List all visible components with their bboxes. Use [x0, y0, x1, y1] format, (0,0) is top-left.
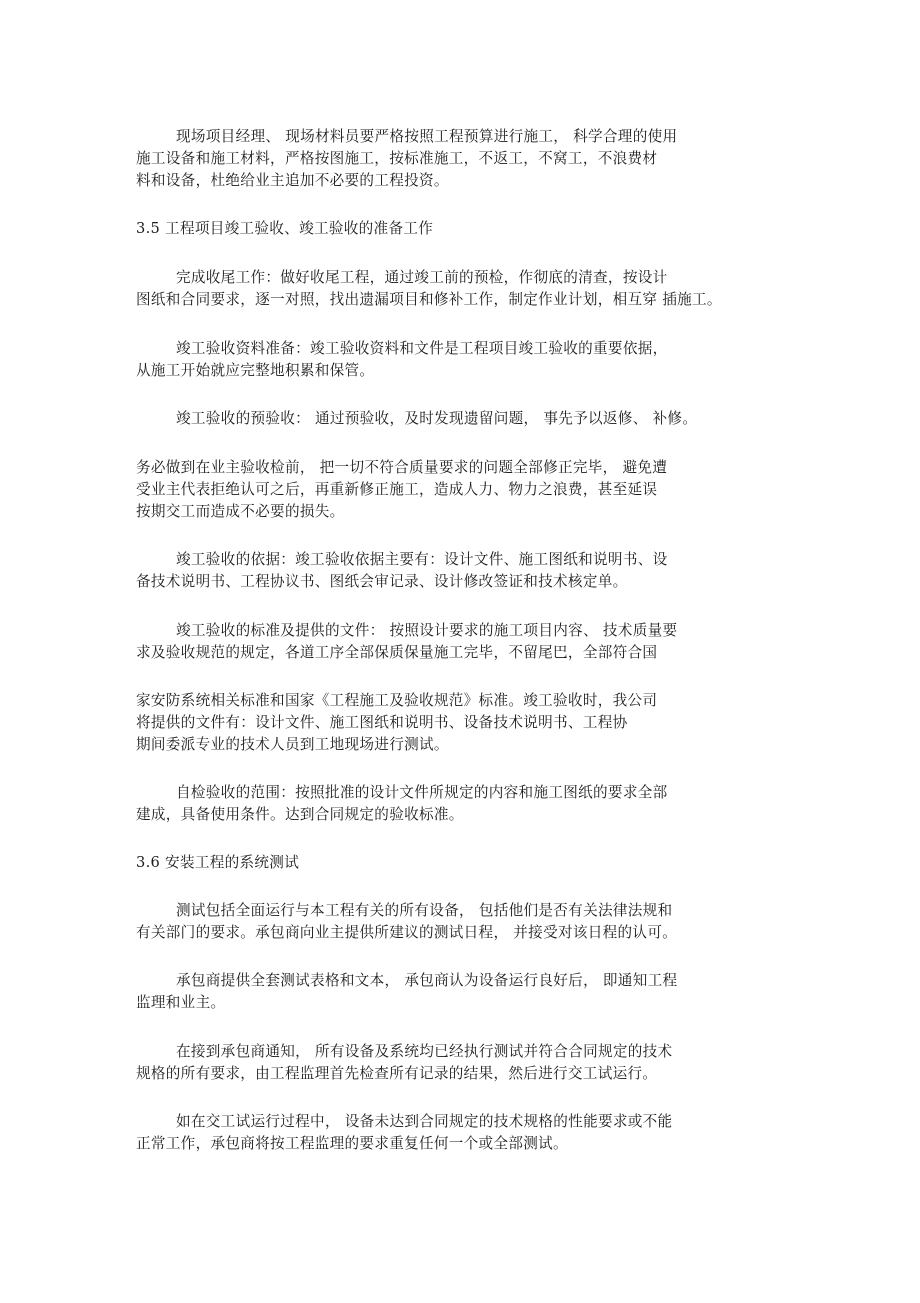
text-line: 求及验收规范的规定，各道工序全部保质保量施工完毕，不留尾巴，全部符合国 [136, 644, 658, 661]
text-line: 受业主代表拒绝认可之后，再重新修正施工，造成人力、物力之浪费，甚至延误 [136, 481, 658, 498]
text-line: 竣工验收的依据：竣工验收依据主要有：设计文件、施工图纸和说明书、设 [176, 551, 668, 568]
text-line: 测试包括全面运行与本工程有关的所有设备， 包括他们是否有关法律法规和 [176, 902, 673, 919]
text-line: 建成，具备使用条件。达到合同规定的验收标准。 [136, 806, 464, 823]
text-line: 承包商提供全套测试表格和文本， 承包商认为设备运行良好后， 即通知工程 [176, 972, 678, 989]
text-line: 完成收尾工作：做好收尾工程，通过竣工前的预检，作彻底的清查，按设计 [176, 269, 668, 286]
text-line: 自检验收的范围：按照批准的设计文件所规定的内容和施工图纸的要求全部 [176, 784, 668, 801]
text-line: 规格的所有要求，由工程监理首先检查所有记录的结果，然后进行交工试运行。 [136, 1065, 658, 1082]
text-line: 料和设备，杜绝给业主追加不必要的工程投资。 [136, 172, 449, 189]
text-line: 现场项目经理、 现场材料员要严格按照工程预算进行施工， 科学合理的使用 [176, 128, 678, 145]
text-line: 备技术说明书、工程协议书、图纸会审记录、设计修改签证和技术核定单。 [136, 573, 628, 590]
text-line: 按期交工而造成不必要的损失。 [136, 503, 345, 520]
text-line: 务必做到在业主验收检前， 把一切不符合质量要求的问题全部修正完毕， 避免遭 [136, 459, 668, 476]
text-line: 从施工开始就应完整地积累和保管。 [136, 362, 375, 379]
text-line: 在接到承包商通知， 所有设备及系统均已经执行测试并符合合同规定的技术 [176, 1043, 673, 1060]
text-line: 监理和业主。 [136, 994, 226, 1011]
text-line: 期间委派专业的技术人员到工地现场进行测试。 [136, 736, 449, 753]
section-heading-3-6: 3.6 安装工程的系统测试 [136, 854, 300, 871]
text-line: 竣工验收资料准备：竣工验收资料和文件是工程项目竣工验收的重要依据， [176, 340, 668, 357]
text-line: 图纸和合同要求，逐一对照，找出遗漏项目和修补工作，制定作业计划，相互穿 插施工。 [136, 291, 722, 308]
text-line: 施工设备和施工材料，严格按图施工，按标准施工，不返工，不窝工，不浪费材 [136, 150, 658, 167]
text-line: 有关部门的要求。承包商向业主提供所建议的测试日程， 并接受对该日程的认可。 [136, 924, 678, 941]
text-line: 将提供的文件有：设计文件、施工图纸和说明书、设备技术说明书、工程协 [136, 714, 628, 731]
text-line: 竣工验收的预验收： 通过预验收，及时发现遗留问题， 事先予以返修、 补修。 [176, 410, 698, 427]
text-line: 正常工作，承包商将按工程监理的要求重复任何一个或全部测试。 [136, 1135, 568, 1152]
text-line: 如在交工试运行过程中， 设备未达到合同规定的技术规格的性能要求或不能 [176, 1113, 673, 1130]
text-line: 家安防系统相关标准和国家《工程施工及验收规范》标准。竣工验收时，我公司 [136, 692, 658, 709]
text-line: 竣工验收的标准及提供的文件： 按照设计要求的施工项目内容、 技术质量要 [176, 622, 678, 639]
section-heading-3-5: 3.5 工程项目竣工验收、竣工验收的准备工作 [136, 220, 434, 237]
